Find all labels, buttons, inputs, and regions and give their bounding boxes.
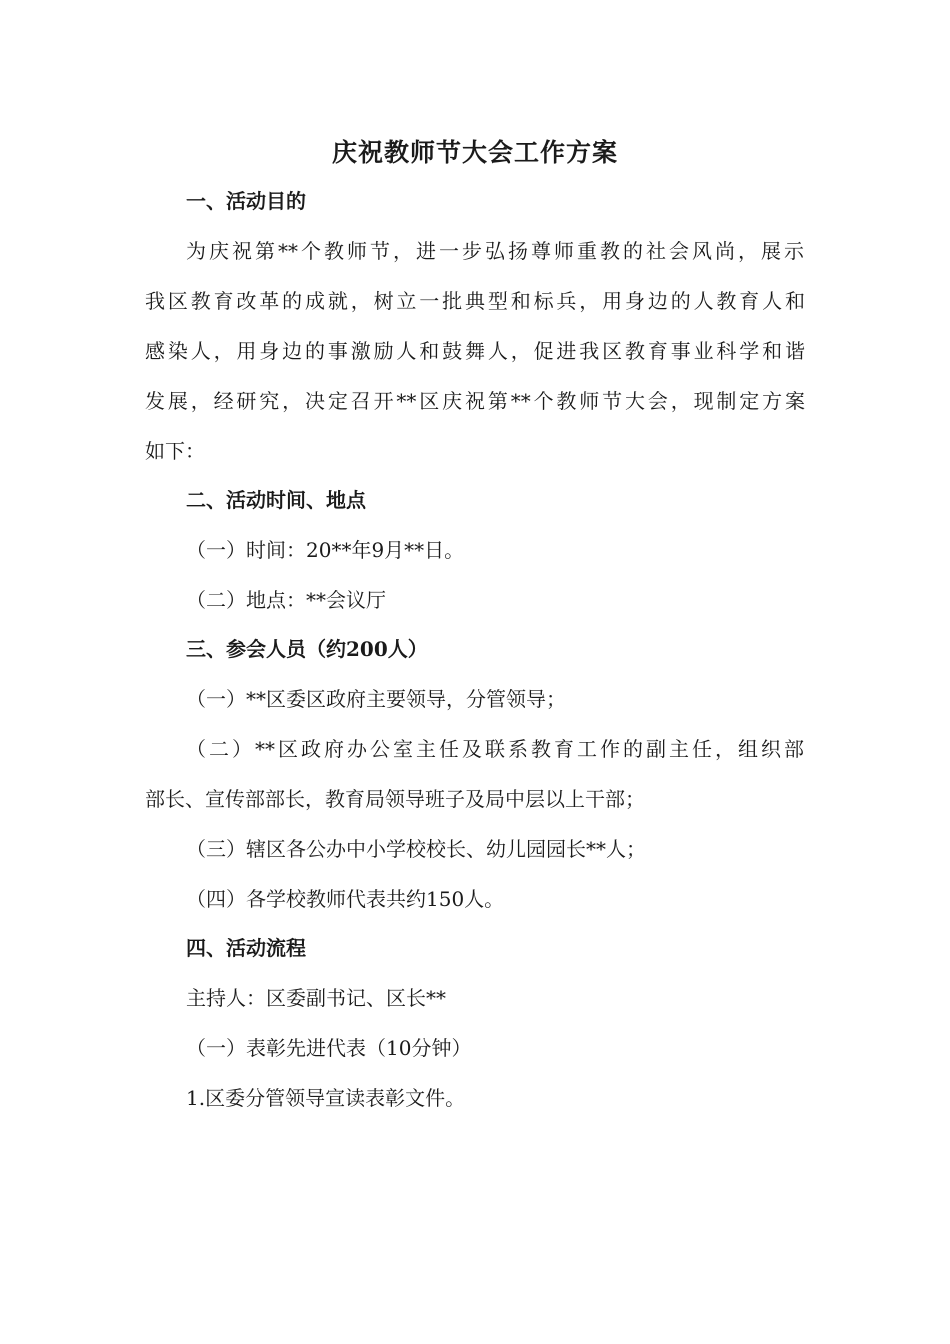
attendee-item: （二）**区政府办公室主任及联系教育工作的副主任，组织部 (186, 737, 804, 761)
paragraph-line: 如下： (145, 439, 205, 463)
paragraph-line: 为庆祝第**个教师节，进一步弘扬尊师重教的社会风尚，展示 (186, 239, 804, 263)
section-heading-time-place: 二、活动时间、地点 (186, 488, 366, 512)
attendee-item-continued: 部长、宣传部部长，教育局领导班子及局中层以上干部； (145, 787, 645, 811)
section-heading-process: 四、活动流程 (186, 936, 306, 960)
paragraph-line: 发展，经研究，决定召开**区庆祝第**个教师节大会，现制定方案 (145, 389, 805, 413)
section-heading-attendees: 三、参会人员（约200人） (186, 637, 428, 661)
process-step: 1.区委分管领导宣读表彰文件。 (186, 1086, 466, 1110)
attendee-item: （四）各学校教师代表共约150人。 (186, 887, 505, 911)
paragraph-line: 感染人，用身边的事激励人和鼓舞人，促进我区教育事业科学和谐 (145, 339, 805, 363)
event-time: （一）时间：20**年9月**日。 (186, 538, 465, 562)
host-line: 主持人：区委副书记、区长** (186, 986, 446, 1010)
attendee-item: （三）辖区各公办中小学校校长、幼儿园园长**人； (186, 837, 646, 861)
process-subheading: （一）表彰先进代表（10分钟） (186, 1036, 472, 1060)
document-title: 庆祝教师节大会工作方案 (331, 138, 618, 167)
section-heading-purpose: 一、活动目的 (186, 189, 306, 213)
attendee-item: （一）**区委区政府主要领导，分管领导； (186, 687, 566, 711)
paragraph-line: 我区教育改革的成就，树立一批典型和标兵，用身边的人教育人和 (145, 289, 805, 313)
event-place: （二）地点：**会议厅 (186, 588, 386, 612)
